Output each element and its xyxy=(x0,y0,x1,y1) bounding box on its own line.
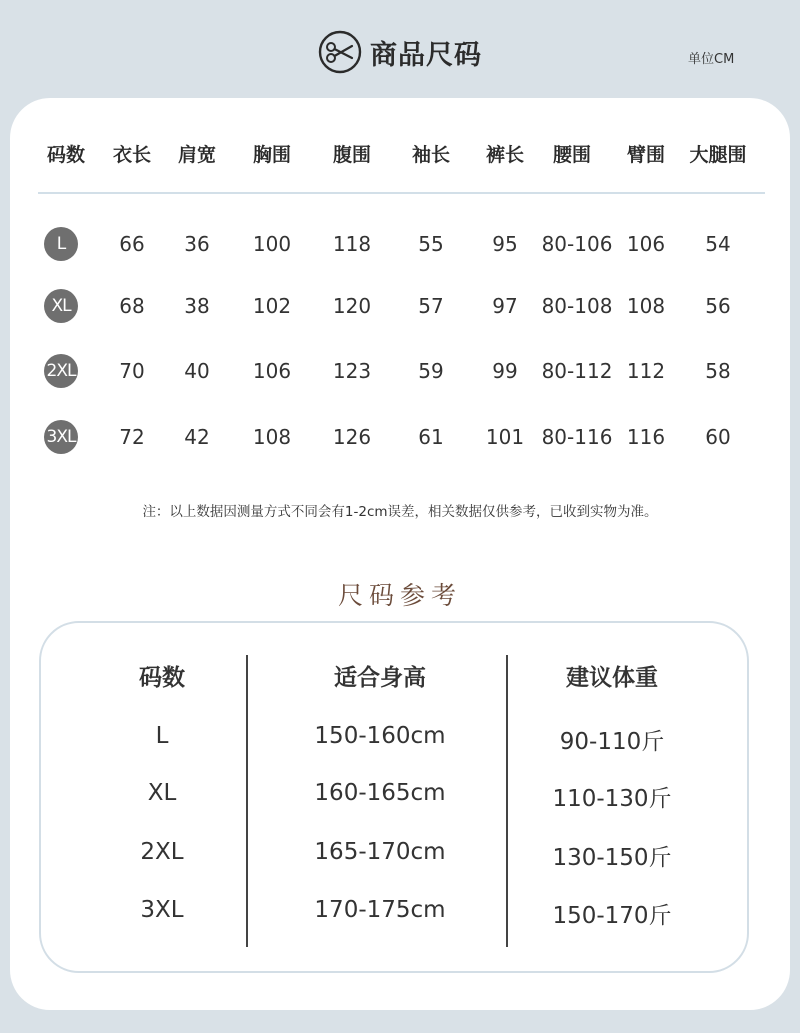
reference-cell: 150-170斤 xyxy=(552,903,672,929)
reference-cell: 165-170cm xyxy=(314,839,446,865)
reference-header: 建议体重 xyxy=(566,665,658,691)
column-header: 码数 xyxy=(46,144,85,166)
table-row xyxy=(10,286,790,326)
column-header: 臂围 xyxy=(626,144,665,166)
unit-label: 单位CM xyxy=(688,52,735,67)
table-cell: 116 xyxy=(626,425,666,449)
column-header: 肩宽 xyxy=(177,144,216,166)
table-cell: 58 xyxy=(705,359,731,383)
page-title: 商品尺码 xyxy=(370,40,482,71)
table-cell: 55 xyxy=(418,232,444,256)
table-cell: 61 xyxy=(418,425,444,449)
table-cell: 57 xyxy=(418,294,444,318)
table-cell: 106 xyxy=(626,232,666,256)
table-cell: 68 xyxy=(119,294,145,318)
table-cell: 59 xyxy=(418,359,444,383)
table-cell: 60 xyxy=(705,425,731,449)
table-cell: 108 xyxy=(626,294,666,318)
table-cell: 80-106 xyxy=(541,232,613,256)
reference-cell: 150-160cm xyxy=(314,723,446,749)
reference-cell: 90-110斤 xyxy=(559,729,665,755)
reference-cell: XL xyxy=(147,780,177,806)
table-cell: 102 xyxy=(252,294,292,318)
scissors-icon xyxy=(318,30,362,74)
size-table-header xyxy=(10,140,790,170)
reference-cell: 130-150斤 xyxy=(552,845,672,871)
table-cell: 72 xyxy=(119,425,145,449)
table-cell: 80-108 xyxy=(541,294,613,318)
table-cell: 101 xyxy=(485,425,525,449)
size-badge: 3XL xyxy=(44,420,78,454)
column-header: 腹围 xyxy=(332,144,371,166)
size-badge: XL xyxy=(44,289,78,323)
table-cell: 100 xyxy=(252,232,292,256)
table-cell: 97 xyxy=(492,294,518,318)
column-header: 胸围 xyxy=(252,144,291,166)
column-header: 袖长 xyxy=(411,144,450,166)
reference-cell: 170-175cm xyxy=(314,897,446,923)
size-badge: 2XL xyxy=(44,354,78,388)
header-divider xyxy=(38,192,765,194)
size-reference-title: 尺码参考 xyxy=(337,581,462,610)
table-cell: 99 xyxy=(492,359,518,383)
reference-cell: 2XL xyxy=(140,839,184,865)
column-header: 腰围 xyxy=(552,144,591,166)
table-cell: 38 xyxy=(184,294,210,318)
table-cell: 56 xyxy=(705,294,731,318)
column-header: 大腿围 xyxy=(689,144,747,166)
table-cell: 108 xyxy=(252,425,292,449)
column-header: 衣长 xyxy=(112,144,151,166)
column-header: 裤长 xyxy=(485,144,524,166)
table-cell: 126 xyxy=(332,425,372,449)
table-cell: 40 xyxy=(184,359,210,383)
table-cell: 70 xyxy=(119,359,145,383)
table-cell: 66 xyxy=(119,232,145,256)
table-row xyxy=(10,351,790,391)
table-cell: 36 xyxy=(184,232,210,256)
table-cell: 80-112 xyxy=(541,359,613,383)
table-row xyxy=(10,224,790,264)
table-cell: 112 xyxy=(626,359,666,383)
table-cell: 123 xyxy=(332,359,372,383)
table-cell: 118 xyxy=(332,232,372,256)
table-cell: 42 xyxy=(184,425,210,449)
table-cell: 106 xyxy=(252,359,292,383)
size-card xyxy=(10,98,790,1010)
table-cell: 54 xyxy=(705,232,731,256)
measurement-note: 注：以上数据因测量方式不同会有1-2cm误差，相关数据仅供参考，已收到实物为准。 xyxy=(142,504,658,520)
column-divider xyxy=(506,655,508,947)
table-row xyxy=(10,417,790,457)
reference-header: 适合身高 xyxy=(334,665,426,691)
size-reference-box xyxy=(39,621,749,973)
reference-cell: 3XL xyxy=(140,897,184,923)
table-cell: 80-116 xyxy=(541,425,613,449)
reference-cell: 110-130斤 xyxy=(552,786,672,812)
table-cell: 120 xyxy=(332,294,372,318)
header xyxy=(0,0,800,100)
size-badge: L xyxy=(44,227,78,261)
reference-header: 码数 xyxy=(139,665,185,691)
reference-cell: 160-165cm xyxy=(314,780,446,806)
table-cell: 95 xyxy=(492,232,518,256)
reference-cell: L xyxy=(155,723,169,749)
